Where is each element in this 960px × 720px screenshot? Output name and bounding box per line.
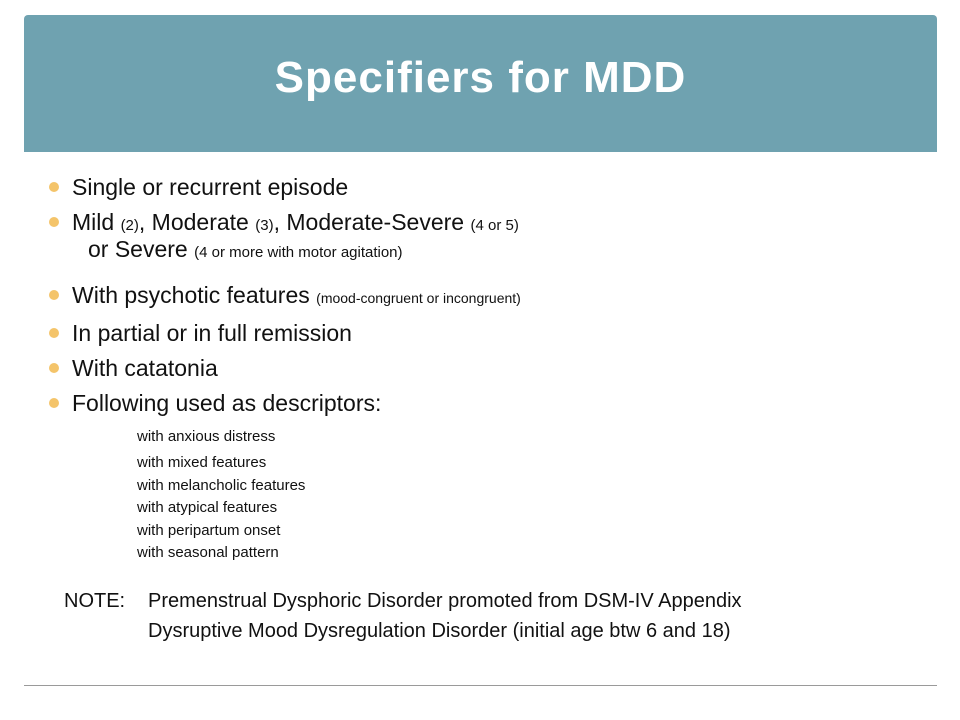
bullet-note: (4 or 5) (470, 217, 519, 234)
descriptor-item: with peripartum onset (137, 521, 281, 539)
bullet-item (48, 386, 521, 421)
bullet-text: , Moderate-Severe (273, 209, 471, 235)
descriptor-item: with melancholic features (137, 476, 306, 494)
footer-divider (24, 685, 937, 686)
bullet-dot-icon (49, 363, 59, 373)
bullet-note: (2) (120, 217, 139, 234)
slide-title: Specifiers for MDD (274, 53, 687, 102)
note-text: Dysruptive Mood Dysregulation Disorder (initial age btw 6 and 18) (148, 620, 731, 642)
bullet-note: (mood-congruent or incongruent) (316, 290, 521, 306)
title-bar (24, 15, 937, 152)
descriptor-item: with atypical features (137, 499, 278, 516)
bullet-continuation (88, 236, 403, 263)
note-line (64, 616, 742, 646)
bullet-text: With psychotic features (72, 282, 317, 308)
bullet-dot-icon (49, 182, 59, 192)
bullet-text: Single or recurrent episode (72, 174, 349, 200)
descriptor-item: with seasonal pattern (137, 544, 279, 561)
bullet-text: , Moderate (138, 209, 256, 235)
bullet-text: In partial or in full remission (72, 320, 352, 346)
note-line (64, 586, 742, 616)
bullet-item (48, 278, 521, 316)
note-block (64, 586, 742, 646)
bullet-text: Mild (72, 209, 121, 235)
descriptor-item: with anxious distress (137, 428, 276, 445)
descriptor-list (137, 425, 305, 565)
bullet-text: With catatonia (72, 355, 218, 381)
continuation-text: or Severe (88, 236, 195, 262)
descriptor-item: with mixed features (137, 454, 267, 471)
note-text: Premenstrual Dysphoric Disorder promoted from DSM-IV Appendix (148, 590, 742, 612)
bullet-item (48, 170, 521, 205)
continuation-note: (4 or more with motor agitation) (194, 244, 403, 261)
note-label: NOTE: (64, 590, 126, 612)
bullet-item (48, 316, 521, 351)
bullet-dot-icon (49, 328, 59, 338)
bullet-dot-icon (49, 290, 59, 300)
bullet-item (48, 351, 521, 386)
bullet-text: Following used as descriptors: (72, 390, 382, 416)
bullet-list (48, 170, 521, 421)
bullet-note: (3) (255, 217, 274, 234)
bullet-dot-icon (49, 217, 59, 227)
bullet-dot-icon (49, 398, 59, 408)
